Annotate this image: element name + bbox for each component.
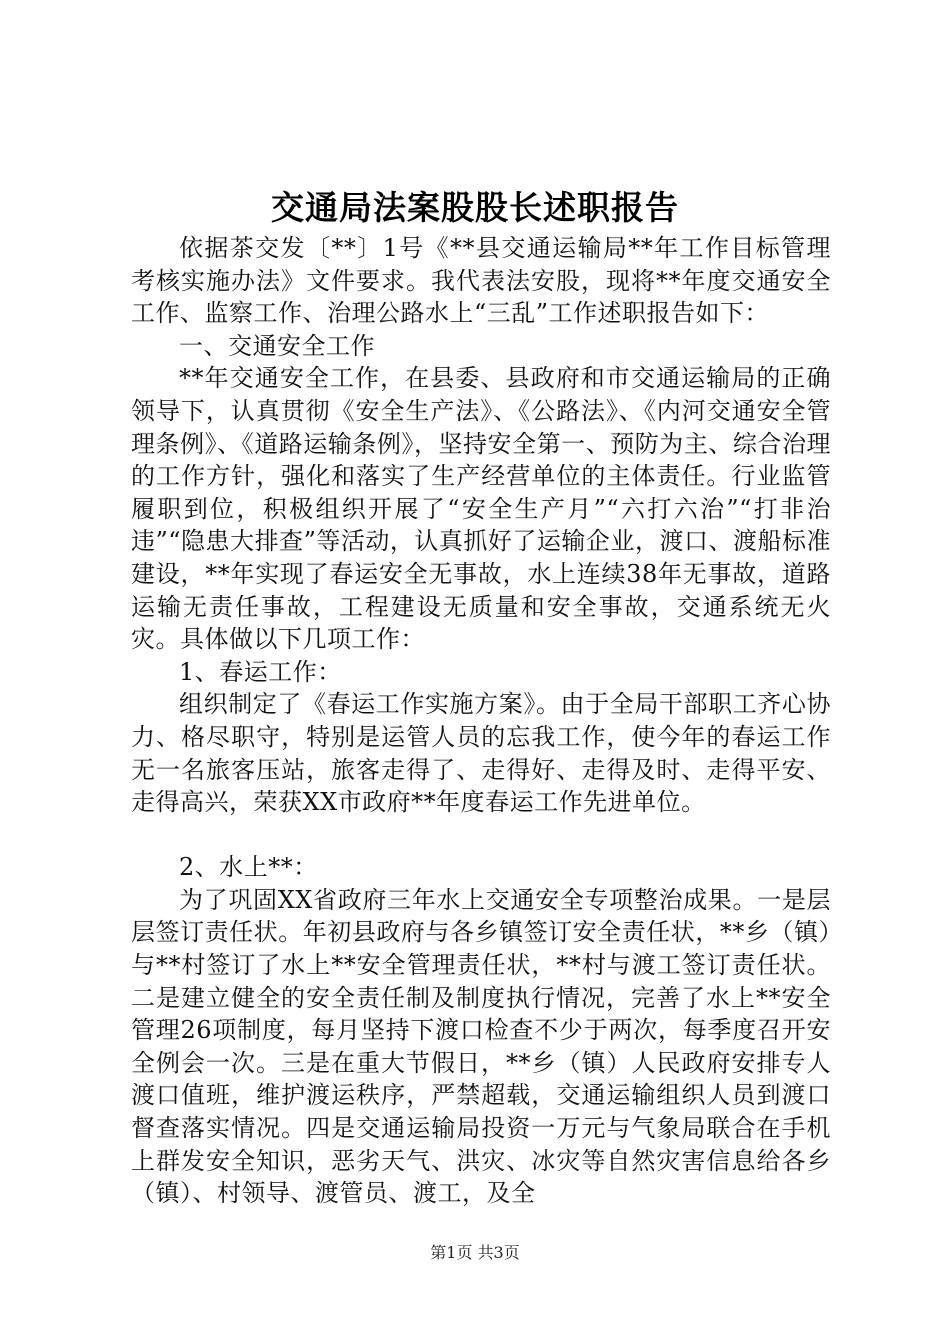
document-body xyxy=(131,232,831,1210)
traffic-safety-paragraph: **年交通安全工作，在县委、县政府和市交通运输局的正确领导下，认真贯彻《安全生产法》、《公路法》、《内河交通安全管理条例》、《道路运输条例》，坚持安全第一、预防为主、综合治理的工作方针，强化和落实了生产经营单位的主体责任。行业监管履职到位，积极组织开展了“安全生产月”“六打六治”“打非治违”“隐患大排查”等活动，认真抓好了运输企业，渡口、渡船标准建设，**年实现了春运安全无事故，水上连续38年无事故，道路运输无责任事故，工程建设无质量和安全事故，交通系统无火灾。具体做以下几项工作： xyxy=(131,364,831,654)
section-heading-traffic-safety: 一、交通安全工作 xyxy=(179,331,375,360)
subheading-water-safety: 2、水上**： xyxy=(179,853,318,882)
intro-paragraph: 依据茶交发〔**〕1号《**县交通运输局**年工作目标管理考核实施办法》文件要求。我代表法安股，现将**年度交通安全工作、监察工作、治理公路水上“三乱”工作述职报告如下： xyxy=(131,234,831,328)
page-number-footer: 第1页 共3页 xyxy=(430,1243,520,1262)
water-safety-paragraph: 为了巩固XX省政府三年水上交通安全专项整治成果。一是层层签订责任状。年初县政府与各乡镇签订安全责任状，**乡（镇）与**村签订了水上**安全管理责任状，**村与渡工签订责任状。二是建立健全的安全责任制及制度执行情况，完善了水上**安全管理26项制度，每月坚持下渡口检查不少于两次，每季度召开安全例会一次。三是在重大节假日，**乡（镇）人民政府安排专人渡口值班，维护渡运秩序，严禁超载，交通运输组织人员到渡口督查落实情况。四是交通运输局投资一万元与气象局联合在手机上群发安全知识，恶劣天气、洪灾、冰灾等自然灾害信息给各乡（镇）、村领导、渡管员、渡工，及全 xyxy=(131,885,831,1208)
paragraph-gap xyxy=(131,819,831,852)
document-title: 交通局法案股股长述职报告 xyxy=(271,188,679,227)
spring-transport-paragraph: 组织制定了《春运工作实施方案》。由于全局干部职工齐心协力、格尽职守，特别是运管人员的忘我工作，使今年的春运工作无一名旅客压站，旅客走得了、走得好、走得及时、走得平安、走得高兴，荣获XX市政府**年度春运工作先进单位。 xyxy=(131,690,831,817)
subheading-spring-transport: 1、春运工作： xyxy=(179,657,342,686)
